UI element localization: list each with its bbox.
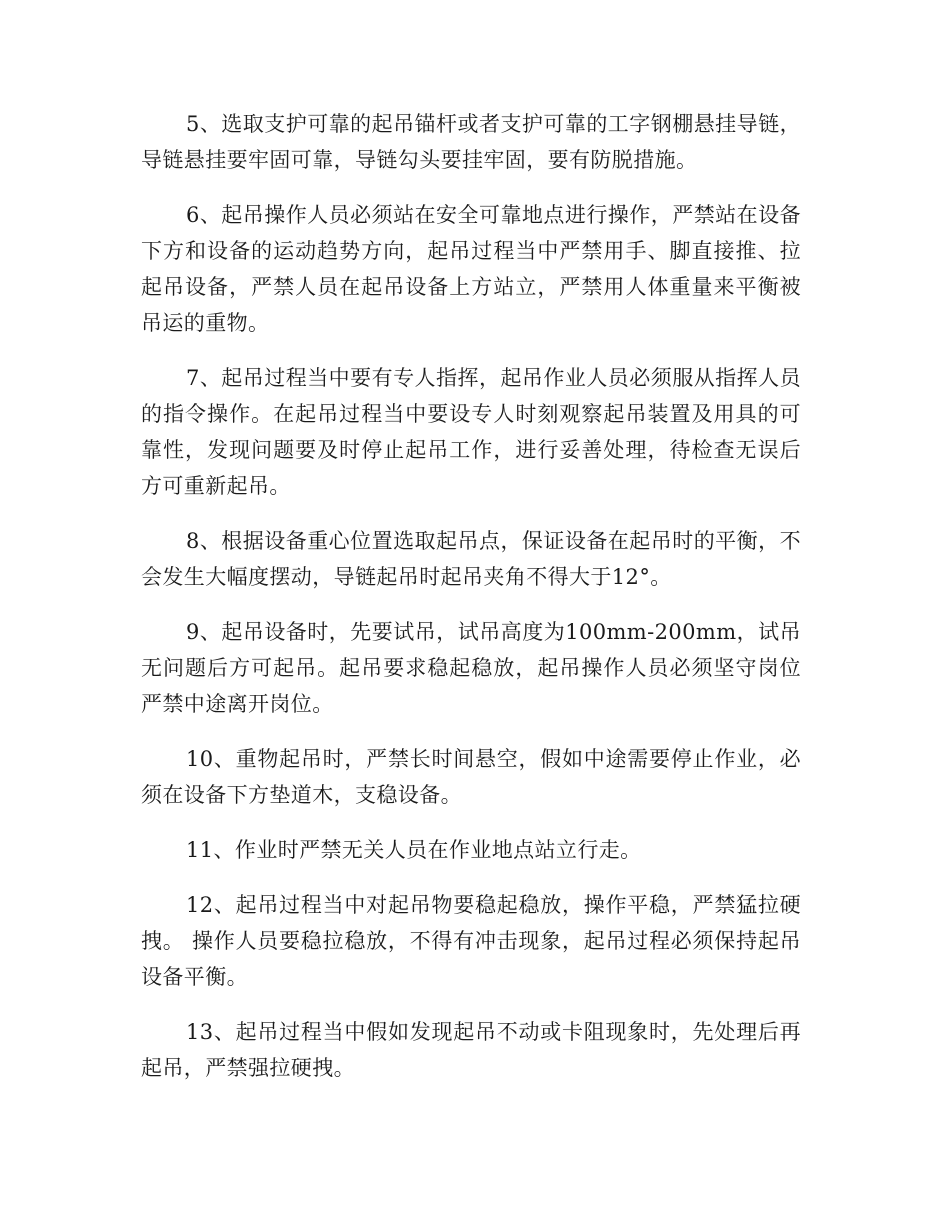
paragraph-item-13: 13、起吊过程当中假如发现起吊不动或卡阻现象时，先处理后再起吊，严禁强拉硬拽。 <box>141 1020 801 1080</box>
paragraph-item-12: 12、起吊过程当中对起吊物要稳起稳放，操作平稳，严禁猛拉硬拽。 操作人员要稳拉稳放，不得有冲击现象，起吊过程必须保持起吊设备平衡。 <box>141 893 801 989</box>
paragraph-item-8: 8、根据设备重心位置选取起吊点，保证设备在起吊时的平衡，不会发生大幅度摆动，导链起吊时起吊夹角不得大于12°。 <box>141 529 801 589</box>
paragraph-item-11: 11、作业时严禁无关人员在作业地点站立行走。 <box>186 838 642 862</box>
paragraph-item-7: 7、起吊过程当中要有专人指挥，起吊作业人员必须服从指挥人员的指令操作。在起吊过程当中要设专人时刻观察起吊装置及用具的可靠性，发现问题要及时停止起吊工作，进行妥善处理，待检查无误后方可重新起吊。 <box>141 366 801 498</box>
paragraph-item-6: 6、起吊操作人员必须站在安全可靠地点进行操作，严禁站在设备下方和设备的运动趋势方向，起吊过程当中严禁用手、脚直接推、拉起吊设备，严禁人员在起吊设备上方站立，严禁用人体重量来平衡被吊运的重物。 <box>141 203 801 335</box>
paragraph-item-5: 5、选取支护可靠的起吊锚杆或者支护可靠的工字钢棚悬挂导链，导链悬挂要牢固可靠，导链勾头要挂牢固，要有防脱措施。 <box>141 112 801 172</box>
paragraph-item-9: 9、起吊设备时，先要试吊，试吊高度为100mm-200mm，试吊无问题后方可起吊。起吊要求稳起稳放，起吊操作人员必须坚守岗位严禁中途离开岗位。 <box>141 620 801 716</box>
paragraph-item-10: 10、重物起吊时，严禁长时间悬空，假如中途需要停止作业，必须在设备下方垫道木，支稳设备。 <box>141 747 801 807</box>
document-body <box>141 106 801 1105</box>
